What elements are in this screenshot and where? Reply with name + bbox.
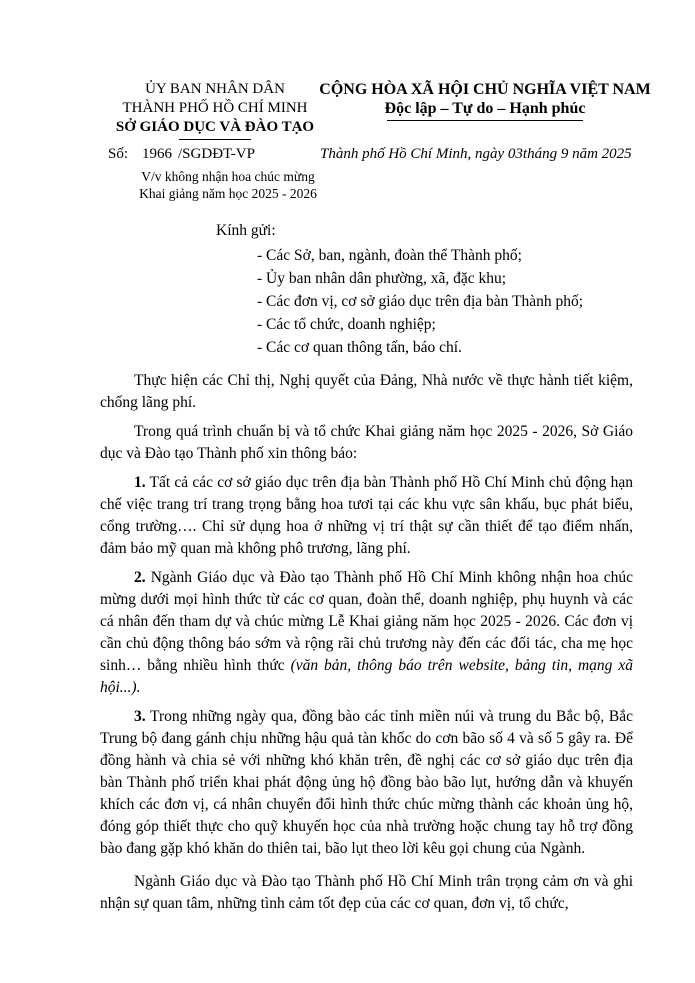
- salutation: Kính gửi:: [216, 222, 276, 239]
- document-number: [108, 146, 255, 163]
- national-motto: Độc lập – Tự do – Hạnh phúc: [384, 100, 586, 117]
- paragraph-body: [100, 472, 633, 560]
- item-number: 2.: [134, 569, 146, 586]
- org-line-2: THÀNH PHỐ HỒ CHÍ MINH: [122, 100, 308, 116]
- paragraph-intro: [100, 370, 633, 414]
- org-underline: [179, 139, 251, 140]
- item-number: 3.: [134, 708, 146, 725]
- document-number-label: Số:: [108, 146, 129, 162]
- national-header: [315, 80, 655, 121]
- subject-line-1: V/v không nhận hoa chúc mừng: [141, 169, 315, 184]
- paragraph-text: Ngành Giáo dục và Đào tạo Thành phố Hồ Chí Minh trân trọng cảm ơn và ghi nhận sự quan tâm, những tình cảm tốt đẹp của các cơ quan, đơn vị, tổ chức,: [100, 873, 633, 912]
- document-number-value: 1966: [142, 146, 173, 162]
- paragraph-closing: [100, 871, 633, 915]
- org-line-3: SỞ GIÁO DỤC VÀ ĐÀO TẠO: [115, 119, 315, 135]
- paragraph-item-2: [100, 567, 633, 699]
- paragraph-body: [100, 567, 633, 699]
- recipient-list: [257, 244, 583, 359]
- item-text: Tất cả các cơ sở giáo dục trên địa bàn Thành phố Hồ Chí Minh chủ động hạn chế việc trang trí trang trọng bằng hoa tươi tại các khu vực sân khấu, bục phát biểu, cổng trường…. Chỉ sử dụng hoa ở những vị trí thật sự cần thiết để tạo điểm nhấn, đảm bảo mỹ quan mà không phô trương, lãng phí.: [100, 474, 633, 557]
- recipient-item: - Các cơ quan thông tấn, báo chí.: [257, 339, 462, 356]
- document-subject: [108, 168, 348, 202]
- recipient-item: - Các tổ chức, doanh nghiệp;: [257, 316, 436, 333]
- paragraph-body: [100, 706, 633, 860]
- item-number: 1.: [134, 474, 146, 491]
- item-text: Ngành Giáo dục và Đào tạo Thành phố Hồ Chí Minh không nhận hoa chúc mừng dưới mọi hình thức từ các cơ quan, đoàn thể, doanh nghiệp, phụ huynh và các cá nhân đến tham dự và chúc mừng Lễ Khai giảng năm học 2025 - 2026. Các đơn vị cần chủ động thông báo sớm và rộng rãi chủ trương này đến các đối tác, cha mẹ học sinh… bằng nhiều hình thức: [100, 569, 633, 674]
- recipient-item: - Các Sở, ban, ngành, đoàn thể Thành phố;: [257, 247, 522, 264]
- subject-line-2: Khai giảng năm học 2025 - 2026: [139, 186, 317, 201]
- motto-underline: [387, 120, 583, 121]
- paragraph-item-1: [100, 472, 633, 560]
- paragraph-item-3: [100, 706, 633, 860]
- nation-name: CỘNG HÒA XÃ HỘI CHỦ NGHĨA VIỆT NAM: [319, 81, 651, 98]
- item-text: Trong những ngày qua, đồng bào các tỉnh miền núi và trung du Bắc bộ, Bắc Trung bộ đang gánh chịu những hậu quả tàn khốc do cơn bão số 4 và số 5 gây ra. Để đồng hành và chia sẻ với những khó khăn trên, đề nghị các cơ sở giáo dục trên địa bàn Thành phố triển khai phát động ủng hộ đồng bào bão lụt, hướng dẫn và khuyến khích các đơn vị, cá nhân chuyển đổi hình thức chúc mừng thành các khoản ủng hộ, đóng góp thiết thực cho quỹ khuyến học của nhà trường hoặc chung tay hỗ trợ đồng bào đang gặp khó khăn do thiên tai, bão lụt theo lời kêu gọi chung của Ngành.: [100, 708, 633, 857]
- place-and-date: Thành phố Hồ Chí Minh, ngày 03tháng 9 năm 2025: [320, 146, 632, 162]
- issuing-organization: [100, 80, 330, 140]
- paragraph-text: Trong quá trình chuẩn bị và tổ chức Khai giảng năm học 2025 - 2026, Sở Giáo dục và Đào tạo Thành phố xin thông báo:: [100, 423, 633, 462]
- org-line-1: ỦY BAN NHÂN DÂN: [145, 81, 285, 97]
- recipient-item: - Ủy ban nhân dân phường, xã, đặc khu;: [257, 270, 507, 287]
- item-italic-text: (văn bản, thông báo trên website, bảng tin, mạng xã hội...).: [100, 657, 633, 696]
- recipient-item: - Các đơn vị, cơ sở giáo dục trên địa bàn Thành phố;: [257, 293, 584, 310]
- document-number-suffix: /SGDĐT-VP: [178, 146, 255, 162]
- paragraph-text: Thực hiện các Chỉ thị, Nghị quyết của Đảng, Nhà nước về thực hành tiết kiệm, chống lãng phí.: [100, 372, 633, 411]
- paragraph-announcement: [100, 421, 633, 465]
